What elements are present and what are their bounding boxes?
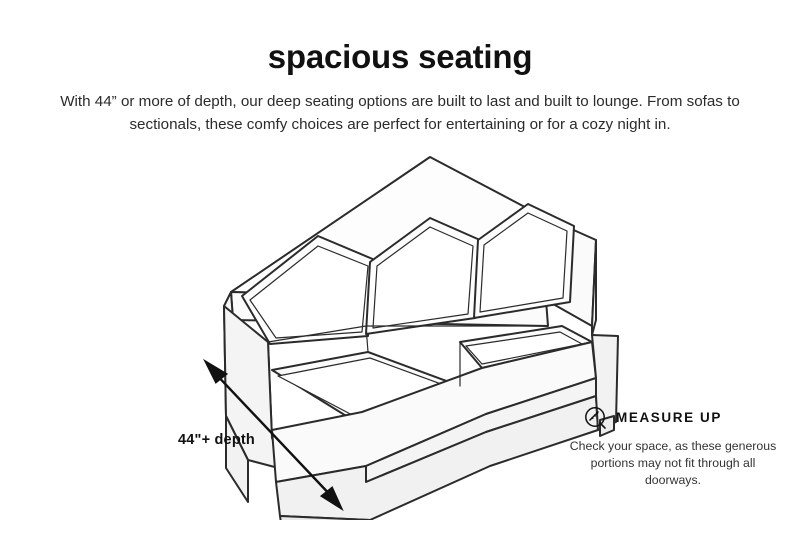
depth-dimension-label: 44"+ depth (178, 432, 255, 448)
page-subtitle: With 44” or more of depth, our deep seating options are built to last and built to lounge. From sofas to sectionals, these comfy choices are perfect for entertaining or for a cozy night in. (60, 93, 740, 133)
measure-up-callout (568, 404, 778, 489)
ruler-icon (582, 404, 608, 430)
page-title: spacious seating (267, 38, 533, 75)
measure-up-title: MEASURE UP (616, 409, 723, 425)
measure-up-body: Check your space, as these generous portions may not fit through all doorways. (569, 439, 777, 487)
